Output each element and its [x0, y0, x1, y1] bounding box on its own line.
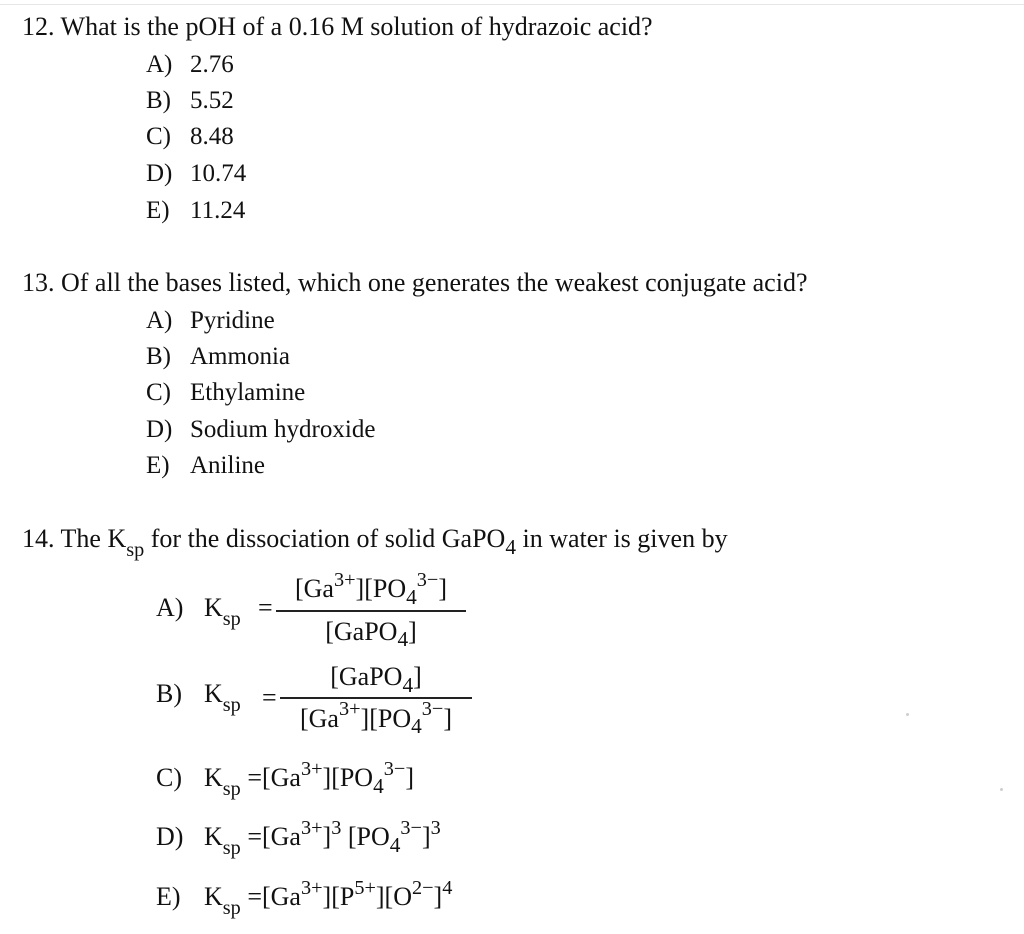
- q13-choice-b[interactable]: [146, 342, 290, 372]
- title-suffix: in water is given by: [516, 524, 728, 553]
- choice-letter: B): [146, 343, 171, 370]
- equals-sign: =: [262, 683, 277, 712]
- title-subscript-sp: sp: [126, 538, 145, 561]
- q12-choice-d[interactable]: [146, 159, 246, 189]
- choice-text: 8.48: [190, 123, 234, 150]
- scan-speck: [906, 713, 909, 716]
- choice-text: 11.24: [190, 197, 246, 224]
- question-13-title: 13. Of all the bases listed, which one generates the weakest conjugate acid?: [22, 268, 808, 297]
- title-subscript-4: 4: [505, 534, 516, 559]
- choice-letter: D): [146, 160, 173, 187]
- choice-text: Ethylamine: [190, 379, 306, 406]
- expression-d: $[Ga^{3+}]^3$ $[PO_4^{3-}]^3$: [261, 816, 441, 857]
- q13-choice-d[interactable]: [146, 415, 375, 445]
- q13-choice-c[interactable]: [146, 378, 305, 408]
- scan-speck: [1000, 788, 1003, 791]
- choice-letter: D): [146, 416, 173, 443]
- expression-e: $[Ga^{3+}][P^{5+}][O^{2-}]^4$: [261, 876, 453, 911]
- fraction-b: [280, 662, 472, 739]
- q14-choice-d[interactable]: [156, 816, 441, 859]
- choice-letter: B): [146, 87, 171, 114]
- equals-sign: =: [247, 822, 262, 851]
- choice-text: Pyridine: [190, 307, 275, 334]
- fraction-bar: [276, 610, 466, 612]
- denominator: $[Ga^{3+}][PO_4^{3-}]$: [300, 698, 452, 739]
- q13-choice-a[interactable]: [146, 306, 275, 336]
- numerator: $[Ga^{3+}][PO_4^{3-}]$: [295, 568, 447, 609]
- choice-letter: D): [156, 822, 184, 851]
- choice-letter: A): [146, 51, 173, 78]
- ksp-symbol: $K_{sp}$: [204, 822, 241, 859]
- q14-choice-a[interactable]: [156, 593, 241, 630]
- q12-choice-a[interactable]: [146, 50, 234, 80]
- q12-choice-c[interactable]: [146, 122, 234, 152]
- ksp-symbol: $K_{sp}$: [204, 882, 241, 919]
- q12-choice-b[interactable]: [146, 86, 234, 116]
- ksp-symbol: $K_{sp}$: [204, 593, 241, 630]
- q14-choice-e[interactable]: [156, 876, 453, 919]
- choice-text: 2.76: [190, 51, 234, 78]
- choice-letter: C): [146, 123, 171, 150]
- choice-letter: C): [156, 763, 182, 792]
- equals-sign: =: [258, 593, 273, 622]
- choice-letter: E): [146, 452, 170, 479]
- choice-letter: E): [146, 197, 170, 224]
- choice-text: Sodium hydroxide: [190, 416, 376, 443]
- ksp-symbol: $K_{sp}$: [204, 679, 241, 716]
- equals-sign: =: [247, 882, 262, 911]
- choice-letter: C): [146, 379, 171, 406]
- fraction-a: [276, 568, 466, 652]
- choice-letter: A): [156, 593, 184, 622]
- choice-text: Ammonia: [190, 343, 290, 370]
- choice-text: Aniline: [190, 452, 265, 479]
- q12-choice-e[interactable]: [146, 196, 245, 226]
- numerator: [GaPO$_4$]: [330, 662, 422, 697]
- title-mid: for the dissociation of solid GaPO: [144, 524, 506, 553]
- q13-choice-e[interactable]: [146, 451, 265, 481]
- choice-letter: B): [156, 679, 182, 708]
- denominator: [GaPO$_4$]: [325, 616, 417, 652]
- ksp-symbol: $K_{sp}$: [204, 763, 241, 800]
- choice-letter: A): [146, 307, 173, 334]
- choice-text: 10.74: [190, 160, 247, 187]
- title-prefix: 14. The K: [22, 524, 127, 553]
- choice-letter: E): [156, 882, 181, 911]
- q14-choice-c[interactable]: [156, 757, 414, 800]
- q14-choice-b[interactable]: [156, 679, 241, 716]
- expression-c: $[Ga^{3+}][PO_4^{3-}]$: [261, 757, 414, 798]
- choice-text: 5.52: [190, 87, 234, 114]
- question-14-title: [22, 524, 728, 561]
- question-12-title: 12. What is the pOH of a 0.16 M solution of hydrazoic acid?: [22, 12, 653, 41]
- fraction-bar: [280, 697, 472, 699]
- top-divider: [0, 4, 1024, 5]
- equals-sign: =: [247, 763, 262, 792]
